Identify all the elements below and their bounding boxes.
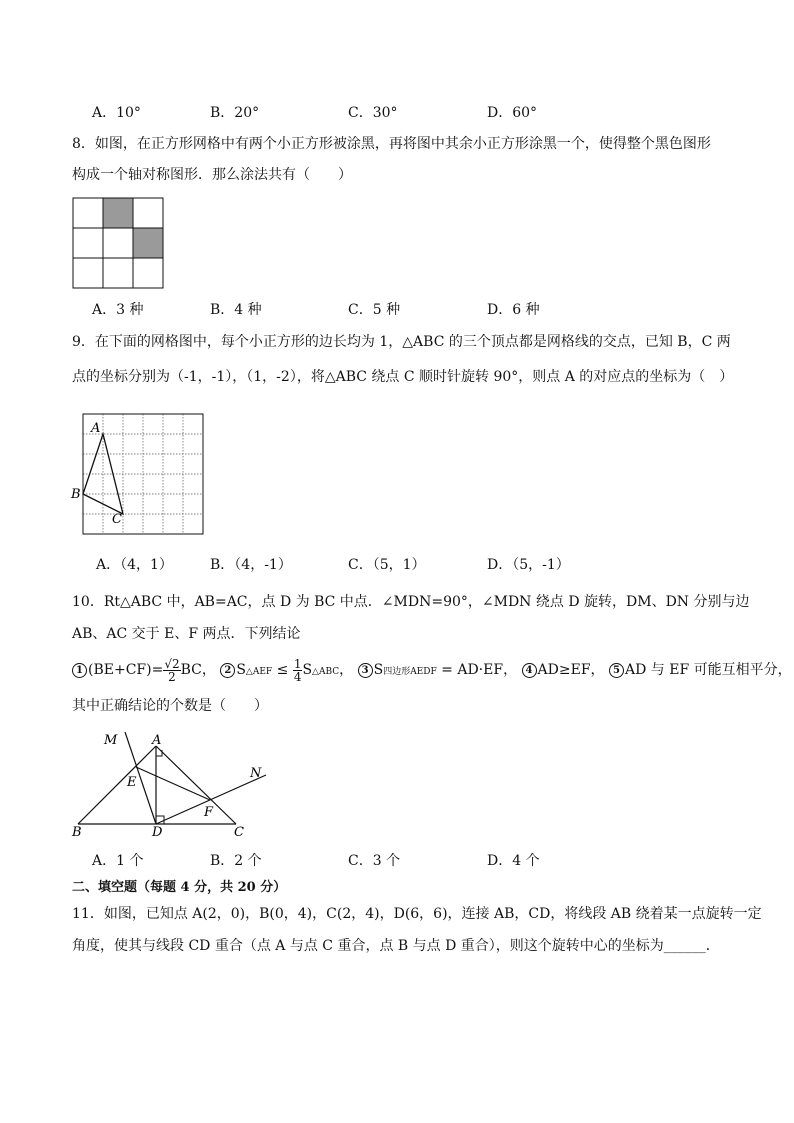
frac-numerator: √2 xyxy=(164,656,180,671)
q10-conclusions xyxy=(72,656,792,686)
q8-option-a: A．3 种 xyxy=(92,302,144,318)
q8-option-c: C．5 种 xyxy=(348,302,401,318)
q10-geometry-figure xyxy=(68,728,278,840)
conclusion-3-rhs: = AD·EF， xyxy=(436,662,518,678)
segment-ac xyxy=(156,746,236,824)
q11-text-line1: 11．如图，已知点 A(2，0)，B(0，4)，C(2，4)，D(6，6)，连接 AB，CD，将线段 AB 绕着某一点旋转一定 xyxy=(72,906,762,922)
section-heading: 二、填空题（每题 4 分，共 20 分） xyxy=(72,880,287,895)
q7-option-d: D．60° xyxy=(487,105,538,121)
conclusion-2-le: ≤ xyxy=(272,662,293,678)
grid-cell xyxy=(73,198,103,228)
q10-text-line4: 其中正确结论的个数是（ ） xyxy=(72,698,268,714)
q10-option-b: B．2 个 xyxy=(210,853,262,869)
q7-option-a: A．10° xyxy=(92,105,141,121)
q10-text-line2: AB、AC 交于 E、F 两点．下列结论 xyxy=(72,626,301,642)
q8-text-line2: 构成一个轴对称图形．那么涂法共有（ ） xyxy=(72,167,352,183)
q8-option-b: B．4 种 xyxy=(210,302,262,318)
grid-cell xyxy=(103,258,133,288)
conclusion-2-marker: 2 xyxy=(220,663,235,678)
conclusion-4-marker: 4 xyxy=(522,663,537,678)
q10-label-m: M xyxy=(104,733,118,748)
q10-label-d: D xyxy=(152,825,163,840)
segment-ef xyxy=(136,767,210,800)
grid-cell xyxy=(133,198,163,228)
segment-ab xyxy=(78,746,156,824)
grid-cell xyxy=(103,228,133,258)
shaded-cell xyxy=(133,228,163,258)
q9-label-b: B xyxy=(71,487,81,502)
q8-option-d: D．6 种 xyxy=(487,302,540,318)
conclusion-2-fraction xyxy=(293,658,303,683)
q10-label-c: C xyxy=(234,825,244,840)
conclusion-1-rhs: BC， xyxy=(180,662,216,678)
q10-text-line1: 10．Rt△ABC 中，AB=AC，点 D 为 BC 中点．∠MDN=90°，∠MDN 绕点 D 旋转，DM、DN 分别与边 xyxy=(72,594,750,610)
conclusion-2-sub-abc: △ABC xyxy=(312,667,340,677)
conclusion-2-sub-aef: △AEF xyxy=(245,667,273,677)
q10-label-f: F xyxy=(204,805,214,820)
q10-label-a: A xyxy=(152,733,162,748)
q8-grid-figure xyxy=(72,197,164,289)
conclusion-5-marker: 5 xyxy=(609,663,624,678)
conclusion-3-s: S xyxy=(373,662,384,678)
q10-option-a: A．1 个 xyxy=(92,853,144,869)
q10-option-c: C．3 个 xyxy=(348,853,401,869)
conclusion-1-fraction xyxy=(163,658,180,683)
conclusion-2-s: S xyxy=(236,662,246,678)
q9-text-line1: 9．在下面的网格图中，每个小正方形的边长均为 1，△ABC 的三个顶点都是网格线的交点，已知 B，C 两 xyxy=(72,334,731,350)
conclusion-2-s2: S xyxy=(302,662,313,678)
q9-label-a: A xyxy=(91,421,101,436)
q9-option-c: C．（5，1） xyxy=(348,557,426,573)
grid-cell xyxy=(73,228,103,258)
frac-numerator: 1 xyxy=(293,656,302,671)
frac-denominator: 2 xyxy=(168,669,176,684)
conclusion-5-text: AD 与 EF 可能互相平分， xyxy=(624,662,792,678)
q7-option-c: C．30° xyxy=(348,105,398,121)
q11-text-line2: 角度，使其与线段 CD 重合（点 A 与点 C 重合，点 B 与点 D 重合），则这个旋转中心的坐标为______． xyxy=(72,938,720,954)
q9-triangle-figure xyxy=(70,412,206,536)
conclusion-4-text: AD≥EF， xyxy=(537,662,605,678)
grid-cell xyxy=(73,258,103,288)
q7-option-b: B．20° xyxy=(210,105,260,121)
conclusion-1-lhs: (BE+CF)= xyxy=(88,662,164,678)
q8-text-line1: 8．如图，在正方形网格中有两个小正方形被涂黑，再将图中其余小正方形涂黑一个，使得整个黑色图形 xyxy=(72,136,711,152)
frac-denominator: 4 xyxy=(293,669,302,684)
grid-cell xyxy=(133,258,163,288)
q9-label-c: C xyxy=(112,512,122,527)
q9-option-b: B．（4，-1） xyxy=(210,557,292,573)
q9-option-d: D．（5，-1） xyxy=(487,557,570,573)
q10-label-b: B xyxy=(72,825,82,840)
conclusion-3-marker: 3 xyxy=(358,663,373,678)
conclusion-3-sub: 四边形AEDF xyxy=(383,667,437,677)
q10-option-d: D．4 个 xyxy=(487,853,540,869)
conclusion-2-comma: ， xyxy=(339,662,354,678)
shaded-cell xyxy=(103,198,133,228)
q10-label-e: E xyxy=(127,775,137,790)
q10-label-n: N xyxy=(250,766,262,781)
q9-text-line2: 点的坐标分别为（-1，-1），（1，-2），将△ABC 绕点 C 顺时针旋转 90°，则点 A 的对应点的坐标为（ ） xyxy=(72,369,734,385)
q9-option-a: A．（4，1） xyxy=(96,557,173,573)
conclusion-1-marker: 1 xyxy=(72,663,87,678)
